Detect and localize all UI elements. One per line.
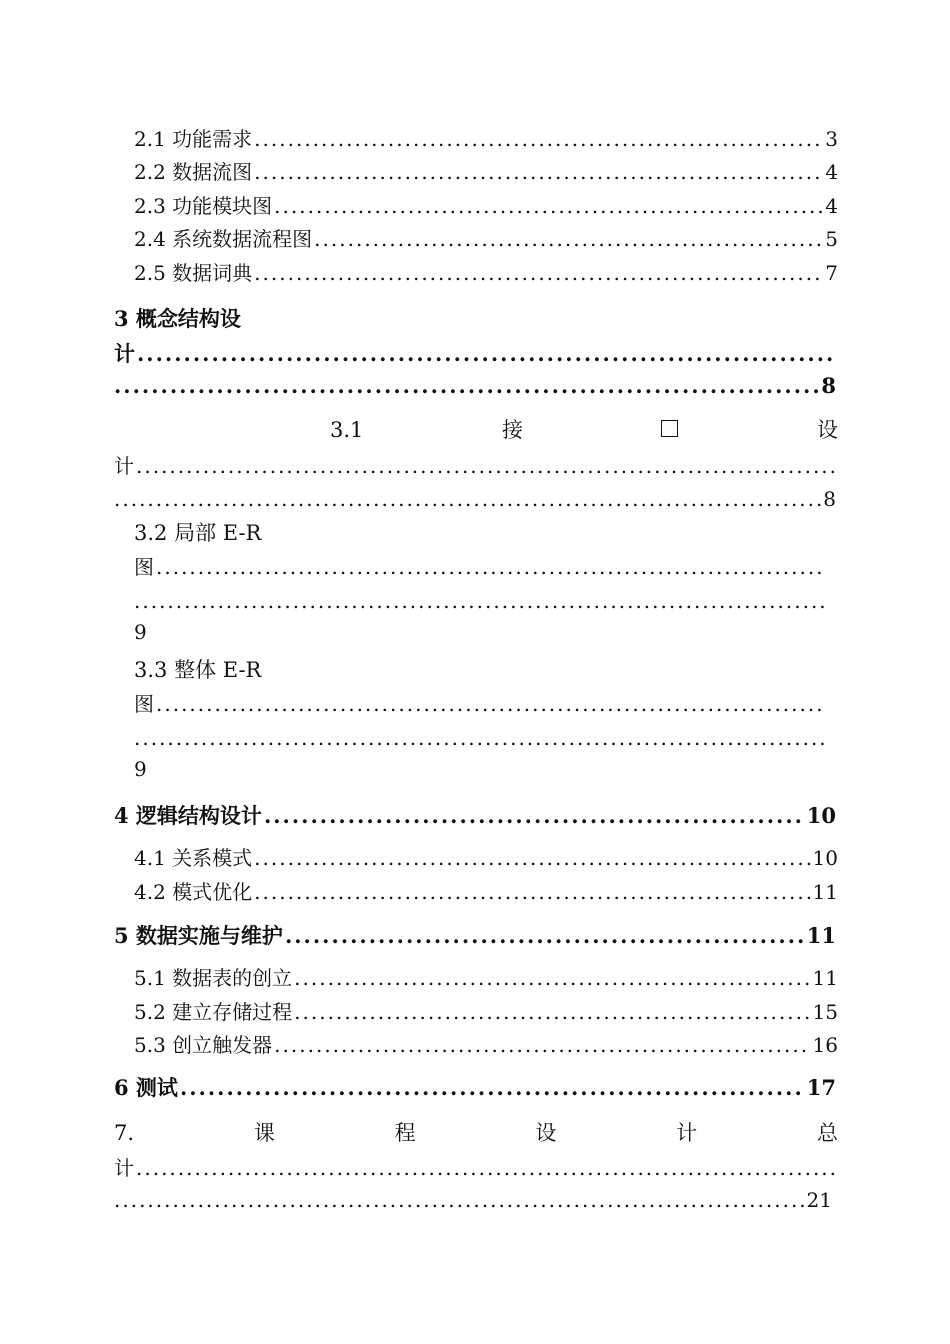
toc-section-number: 7.	[114, 1121, 135, 1145]
toc-entry-label: 2.2 数据流图	[134, 160, 253, 184]
missing-glyph-box-icon	[661, 420, 678, 437]
toc-entry-4-1[interactable]	[134, 843, 838, 873]
toc-entry-label: 3.3 整体 E-R	[134, 658, 262, 682]
dot-leader	[136, 1153, 836, 1183]
toc-entry-label: 4 逻辑结构设计	[114, 803, 262, 828]
toc-entry-char: 设	[817, 418, 838, 442]
toc-entry-3-1-line3	[114, 484, 836, 514]
toc-entry-3-line3	[114, 370, 836, 402]
toc-page-number: 10	[806, 803, 836, 828]
dot-leader	[156, 689, 822, 719]
toc-entry-label: 3.2 局部 E-R	[134, 521, 262, 545]
toc-entry-2-3[interactable]	[134, 191, 838, 221]
dot-leader	[285, 920, 805, 952]
toc-entry-3-2-line2	[134, 552, 824, 582]
toc-entry-label: 2.3 功能模块图	[134, 194, 273, 218]
toc-entry-5-1[interactable]	[134, 963, 838, 993]
toc-entry-3-1-line2	[114, 451, 838, 481]
toc-section-number: 3.1	[330, 418, 364, 442]
toc-entry-char: 总	[816, 1121, 838, 1145]
toc-page-number: 3	[825, 127, 838, 151]
toc-entry-label: 5 数据实施与维护	[114, 923, 283, 948]
toc-entry-label: 5.2 建立存储过程	[134, 1000, 293, 1024]
dot-leader	[180, 1072, 805, 1104]
dot-leader	[294, 963, 810, 993]
toc-entry-label: 5.3 创立触发器	[134, 1033, 273, 1057]
toc-entry-label-cont: 图	[134, 692, 154, 716]
dot-leader	[114, 370, 819, 402]
toc-entry-2-1[interactable]	[134, 124, 838, 154]
toc-page-number: 11	[806, 923, 836, 948]
toc-page-number: 21	[806, 1188, 832, 1212]
toc-page-number: 11	[812, 880, 838, 904]
toc-entry-label: 4.2 模式优化	[134, 880, 253, 904]
toc-entry-label-cont: 计	[114, 1156, 134, 1180]
toc-entry-label: 2.4 系统数据流程图	[134, 227, 313, 251]
toc-page-number: 4	[825, 194, 838, 218]
toc-entry-label: 3 概念结构设	[114, 306, 241, 331]
toc-entry-label: 5.1 数据表的创立	[134, 966, 293, 990]
dot-leader	[114, 484, 821, 514]
toc-page-number: 17	[806, 1075, 836, 1100]
toc-entry-7-line3	[114, 1185, 832, 1215]
dot-leader	[264, 800, 805, 832]
toc-entry-label: 4.1 关系模式	[134, 846, 253, 870]
toc-page-number: 10	[812, 846, 838, 870]
toc-entry-char: 程	[394, 1121, 416, 1145]
toc-entry-3-line2	[114, 338, 836, 370]
dot-leader	[254, 877, 810, 907]
dot-leader	[114, 1185, 805, 1215]
toc-page-number: 16	[812, 1033, 838, 1057]
toc-page-number: 9	[134, 757, 147, 781]
toc-entry-2-5[interactable]	[134, 258, 838, 288]
toc-entry-2-2[interactable]	[134, 157, 838, 187]
dot-leader	[137, 338, 834, 370]
toc-entry-char: 设	[535, 1121, 557, 1145]
toc-entry-label-cont: 计	[114, 454, 134, 478]
dot-leader	[254, 157, 823, 187]
toc-entry-char: 计	[676, 1121, 698, 1145]
dot-leader	[254, 843, 810, 873]
toc-page-number: 15	[812, 1000, 838, 1024]
toc-page-number: 8	[821, 373, 836, 398]
toc-page-number: 11	[812, 966, 838, 990]
toc-entry-5-2[interactable]	[134, 997, 838, 1027]
dot-leader	[254, 258, 823, 288]
toc-entry-4-2[interactable]	[134, 877, 838, 907]
dot-leader	[136, 451, 836, 481]
dot-leader	[314, 224, 823, 254]
toc-entry-char: 课	[253, 1121, 275, 1145]
toc-entry-label: 2.5 数据词典	[134, 261, 253, 285]
toc-entry-3-1-line1	[330, 414, 838, 444]
toc-entry-label: 2.1 功能需求	[134, 127, 253, 151]
toc-entry-4[interactable]	[114, 800, 836, 832]
dot-leader	[294, 997, 810, 1027]
toc-entry-label-cont: 计	[114, 341, 135, 366]
toc-entry-label-cont: 图	[134, 555, 154, 579]
toc-entry-label: 6 测试	[114, 1075, 178, 1100]
toc-entry-5[interactable]	[114, 920, 836, 952]
toc-page-number: 9	[134, 620, 147, 644]
toc-entry-5-3[interactable]	[134, 1030, 838, 1060]
toc-entry-7-line1	[114, 1117, 838, 1147]
dot-leader	[274, 191, 823, 221]
toc-page-number: 4	[825, 160, 838, 184]
toc-page-number: 5	[825, 227, 838, 251]
toc-page-number: 7	[825, 261, 838, 285]
dot-leader	[134, 586, 824, 616]
toc-entry-2-4[interactable]	[134, 224, 838, 254]
toc-entry-char: 接	[501, 418, 523, 442]
toc-page-number: 8	[823, 487, 836, 511]
toc-entry-3-3-line2	[134, 689, 824, 719]
toc-entry-6[interactable]	[114, 1072, 836, 1104]
dot-leader	[134, 723, 824, 753]
toc-entry-7-line2	[114, 1153, 838, 1183]
dot-leader	[254, 124, 823, 154]
dot-leader	[274, 1030, 810, 1060]
dot-leader	[156, 552, 822, 582]
